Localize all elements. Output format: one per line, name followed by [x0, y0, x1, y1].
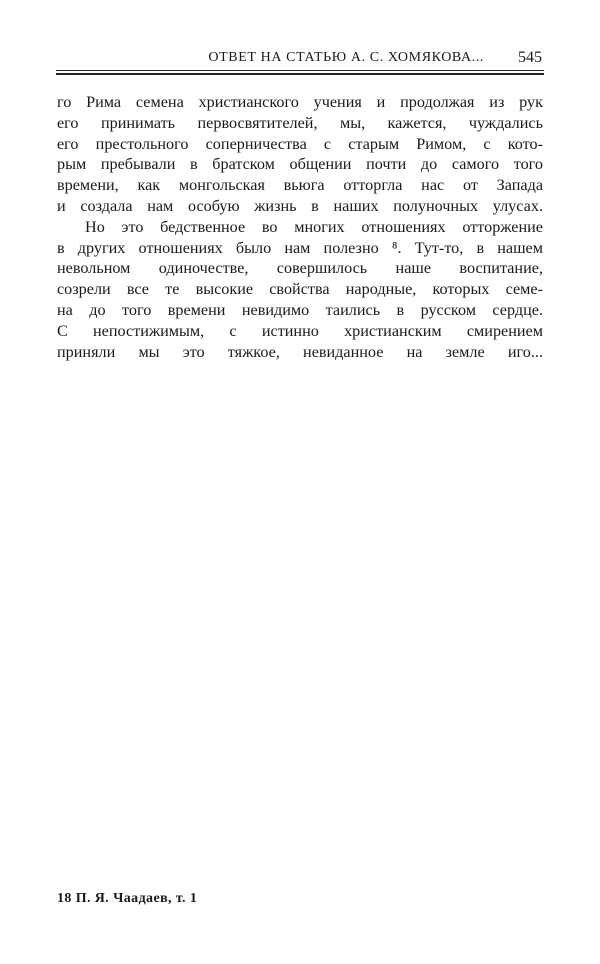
text-line: на до того времени невидимо таились в русском сердце. — [57, 300, 543, 319]
text-line: рым пребывали в братском общении почти до самого того — [57, 155, 543, 174]
body-text — [57, 92, 543, 362]
header-rule-thin — [56, 70, 544, 71]
text-line: созрели все те высокие свойства народные, которых семе- — [57, 280, 543, 299]
running-head — [56, 50, 544, 72]
paragraph-first-line: Но это бедственное во многих отношениях отторжение — [85, 217, 543, 236]
text-line: С непостижимым, с истинно христианским смирением — [57, 321, 543, 340]
text-line: и создала нам особую жизнь в наших полуночных улусах. — [57, 196, 543, 215]
page-number: 545 — [518, 49, 542, 66]
text-line: приняли мы это тяжкое, невиданное на земле иго... — [57, 342, 543, 361]
text-line: его престольного соперничества с старым Римом, с кото- — [57, 134, 543, 153]
text-line: его принимать первосвятителей, мы, кажется, чуждались — [57, 113, 543, 132]
text-line: времени, как монгольская вьюга отторгла нас от Запада — [57, 176, 543, 195]
running-title: ОТВЕТ НА СТАТЬЮ А. С. ХОМЯКОВА... — [208, 50, 484, 65]
text-line: в других отношениях было нам полезно ⁸. Тут-то, в нашем — [57, 238, 543, 257]
text-line: го Рима семена христианского учения и продолжая из рук — [57, 93, 543, 111]
header-rule-thick — [56, 73, 544, 75]
signature-footer: 18 П. Я. Чаадаев, т. 1 — [57, 891, 198, 906]
text-line: невольном одиночестве, совершилось наше воспитание, — [57, 259, 543, 278]
